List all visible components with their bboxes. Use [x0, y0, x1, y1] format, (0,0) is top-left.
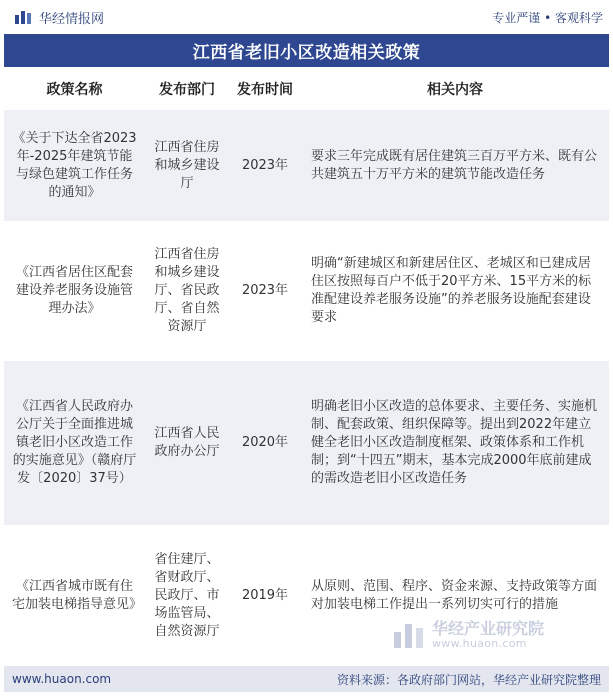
- date-cell: 2023年: [229, 110, 301, 224]
- department-cell: 省住建厅、省财政厅、民政厅、市场监管局、自然资源厅: [145, 528, 229, 664]
- policy-name-cell: 《关于下达全省2023年-2025年建筑节能与绿色建筑工作任务的通知》: [4, 110, 145, 224]
- page-title: 江西省老旧小区改造相关政策: [4, 34, 609, 67]
- department-cell: 江西省人民政府办公厅: [145, 358, 229, 528]
- footer-source: 资料来源：各政府部门网站，华经产业研究院整理: [336, 672, 601, 687]
- table-row: [4, 224, 609, 358]
- slogan: 专业严谨 • 客观科学: [492, 10, 603, 25]
- content-cell: 明确“新建城区和新建居住区、老城区和已建成居住区按照每百户不低于20平方米、15平方米的标准配建设养老服务设施”的养老服务设施配套建设要求: [301, 224, 609, 358]
- content-cell: 从原则、范围、程序、资金来源、支持政策等方面对加装电梯工作提出一系列切实可行的措施: [301, 528, 609, 664]
- watermark-url: www.huaon.com: [432, 636, 527, 650]
- footer-website: www.huaon.com: [12, 672, 112, 686]
- content-cell: 要求三年完成既有居住建筑三百万平方米、既有公共建筑五十万平方米的建筑节能改造任务: [301, 110, 609, 224]
- watermark-name: 华经产业研究院: [432, 619, 545, 639]
- table-row: [4, 358, 609, 528]
- date-cell: 2020年: [229, 358, 301, 528]
- bar-chart-logo-icon: [14, 9, 34, 25]
- column-header-content: 相关内容: [301, 67, 609, 110]
- top-bar: [0, 0, 613, 34]
- policy-name-cell: 《江西省城市既有住宅加装电梯指导意见》: [4, 528, 145, 664]
- footer: [4, 666, 609, 692]
- table-header-row: [4, 67, 609, 110]
- column-header-department: 发布部门: [145, 67, 229, 110]
- policy-name-cell: 《江西省居住区配套建设养老服务设施管理办法》: [4, 224, 145, 358]
- watermark: [392, 620, 544, 650]
- brand: [14, 8, 104, 27]
- table-row: [4, 110, 609, 224]
- watermark-logo-icon: [392, 620, 426, 650]
- content-cell: 明确老旧小区改造的总体要求、主要任务、实施机制、配套政策、组织保障等。提出到2022年建立健全老旧小区改造制度框架、政策体系和工作机制；到“十四五”期末，基本完成2000年底前建成的需改造老旧小区改造任务: [301, 358, 609, 528]
- policy-table: [4, 67, 609, 667]
- date-cell: 2019年: [229, 528, 301, 664]
- column-header-date: 发布时间: [229, 67, 301, 110]
- brand-name: 华经情报网: [39, 11, 105, 27]
- department-cell: 江西省住房和城乡建设厅、省民政厅、省自然资源厅: [145, 224, 229, 358]
- policy-name-cell: 《江西省人民政府办公厅关于全面推进城镇老旧小区改造工作的实施意见》（赣府厅发〔2020〕37号）: [4, 358, 145, 528]
- column-header-policy-name: 政策名称: [4, 67, 145, 110]
- date-cell: 2023年: [229, 224, 301, 358]
- department-cell: 江西省住房和城乡建设厅: [145, 110, 229, 224]
